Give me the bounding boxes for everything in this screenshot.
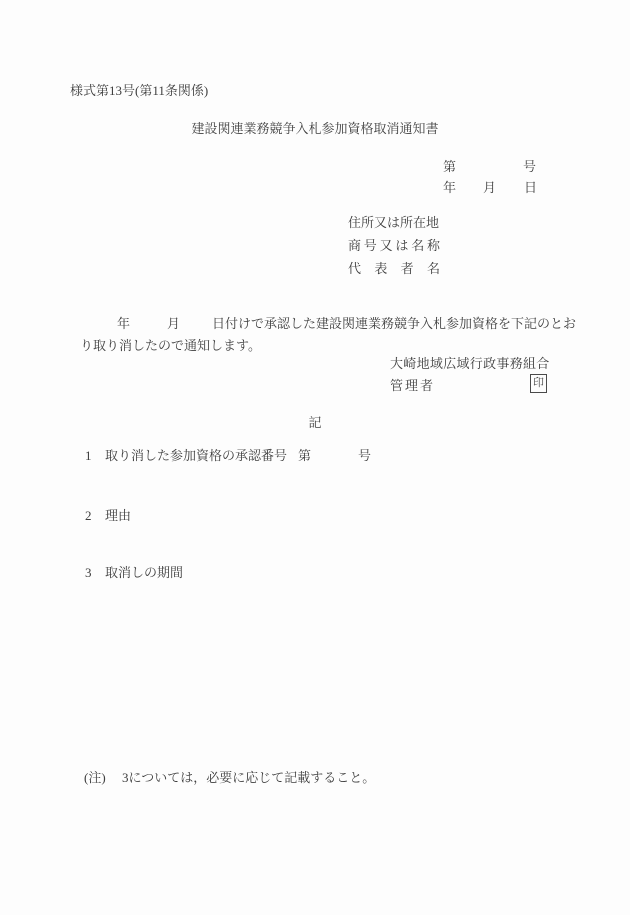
body-month-blank: 月 [167, 316, 181, 331]
note-label: (注) [84, 770, 106, 785]
body-line1: 日付けで承認した建設関連業務競争入札参加資格を下記のとお [212, 316, 577, 331]
item2-label: 理由 [105, 508, 132, 523]
date-year-label: 年 [443, 180, 457, 195]
form-id: 様式第13号(第11条関係) [70, 83, 209, 98]
date-day-label: 日 [524, 180, 538, 195]
recipient-representative-label: 代表者名 [348, 261, 440, 276]
seal-stamp-box: 印 [530, 374, 547, 393]
item3-label: 取消しの期間 [105, 565, 184, 580]
sender-role: 管理者 [390, 378, 436, 393]
item1-approval-no-suffix: 号 [358, 448, 372, 463]
document-title: 建設関連業務競争入札参加資格取消通知書 [191, 121, 439, 136]
body-line2: り取り消したので通知します。 [80, 338, 261, 353]
body-year-blank: 年 [117, 316, 131, 331]
record-heading: 記 [308, 415, 322, 430]
recipient-trade-name-label: 商号又は名称 [348, 238, 440, 253]
doc-number-prefix: 第 [443, 159, 457, 174]
doc-number-suffix: 号 [523, 159, 537, 174]
note-text: 3については，必要に応じて記載すること。 [122, 770, 376, 785]
item1-number: 1 [85, 448, 92, 463]
item1-label: 取り消した参加資格の承認番号 [105, 448, 288, 463]
sender-organization: 大崎地域広域行政事務組合 [390, 356, 550, 371]
item3-number: 3 [85, 565, 92, 580]
recipient-address-label: 住所又は所在地 [348, 215, 440, 230]
date-month-label: 月 [483, 180, 497, 195]
item1-approval-no-prefix: 第 [298, 448, 312, 463]
item2-number: 2 [85, 508, 92, 523]
